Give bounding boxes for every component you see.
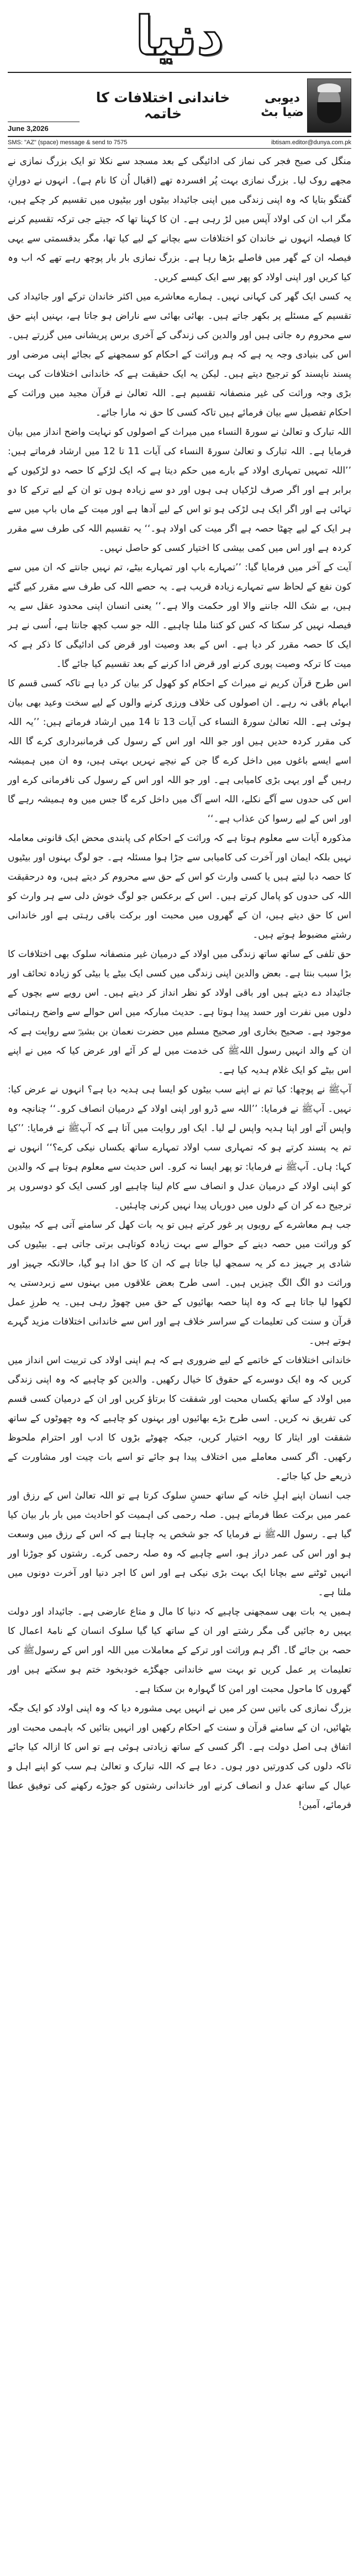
column-name — [261, 91, 304, 120]
article-paragraph: ہمیں یہ بات بھی سمجھنی چاہیے کہ دنیا کا مال و متاع عارضی ہے۔ جائیداد اور دولت یہیں رہ جائیں گی مگر رشتے اور ان کے ساتھ کیا گیا سلوک انسان کے نامۂ اعمال کا حصہ بن جائے گا۔ اگر ہم وراثت اور ترکے کے معاملات میں اللہ اور اس کے رسولﷺ کی تعلیمات پر عمل کریں تو بہت سے خاندانی جھگڑے خودبخود ختم ہو سکتے ہیں اور گھروں کا ماحول محبت اور امن کا گہوارہ بن سکتا ہے۔ — [8, 1606, 351, 1695]
author-beard-shape — [317, 102, 341, 123]
column-name-line2: ضیا بٹ — [261, 106, 304, 119]
article-paragraph: جب ہم معاشرے کے رویوں پر غور کرتے ہیں تو یہ بات کھل کر سامنے آتی ہے کہ بیٹیوں کو وراثت میں حصہ دینے کے حوالے سے بہت زیادہ کوتاہی برتی جاتی ہے۔ بیٹیوں کی شادی پر جہیز دے کر یہ سمجھ لیا جاتا ہے کہ ان کا حق ادا ہو گیا، حالانکہ جہیز اور وراثت دو الگ الگ چیزیں ہیں۔ اسی طرح بعض علاقوں میں بہنوں سے زبردستی یہ لکھوا لیا جاتا ہے کہ وہ اپنا حصہ بھائیوں کے حق میں چھوڑ رہی ہیں۔ یہ طرزِ عمل قرآن و سنت کی تعلیمات کے سراسر خلاف ہے اور اس سے خاندانی اختلافات مزید گہرے ہوتے ہیں۔ — [8, 1219, 351, 1347]
masthead — [8, 0, 351, 73]
publish-date: June 3,2026 — [8, 122, 80, 133]
author-cap-shape — [318, 83, 341, 92]
article-paragraph: اس طرح قرآن کریم نے میراث کے احکام کو کھول کر بیان کر دیا ہے تاکہ کسی قسم کا ابہام باقی نہ رہے۔ ان اصولوں کی خلاف ورزی کرنے والوں کے لیے سخت وعید بھی بیان ہوئی ہے۔ اللہ تعالیٰ سورۃ النساء کی آیات 13 تا 14 میں ارشاد فرماتے ہیں: ’’یہ اللہ کی مقرر کردہ حدیں ہیں اور جو اللہ اور اس کے رسول کی فرمانبرداری کرے گا اللہ اسے ایسے باغوں میں داخل کرے گا جن کے نیچے نہریں بہتی ہیں، وہ ان میں ہمیشہ رہیں گے اور یہی بڑی کامیابی ہے۔ اور جو اللہ اور اس کے رسول کی نافرمانی کرے اور اس کی حدوں سے آگے نکلے، اللہ اسے آگ میں داخل کرے گا جس میں وہ ہمیشہ رہے گا اور اس کے لیے رسوا کن عذاب ہے۔‘‘ — [8, 678, 351, 824]
contact-line — [8, 137, 351, 149]
newspaper-logo: دنیا — [135, 5, 224, 67]
header-left — [8, 75, 80, 136]
article-paragraph: اللہ تبارک و تعالیٰ نے سورۃ النساء میں میراث کے اصولوں کو نہایت واضح انداز میں بیان فرمایا ہے۔ اللہ تبارک و تعالیٰ سورۃ النساء کی آیات 11 تا 12 میں ارشاد فرماتے ہیں: ’’اللہ تمہیں تمہاری اولاد کے بارے میں حکم دیتا ہے کہ ایک لڑکے کا حصہ دو لڑکیوں کے برابر ہے اور اگر صرف لڑکیاں ہی ہوں اور دو سے زیادہ ہوں تو ان کے لیے ترکے کا دو تہائی ہے اور اگر ایک ہی لڑکی ہو تو اس کے لیے آدھا ہے اور میت کے ماں باپ میں سے ہر ایک کے لیے چھٹا حصہ ہے اگر میت کی اولاد ہو۔‘‘ یہ تقسیم اللہ کی طرف سے مقرر کردہ ہے اور اس میں کمی بیشی کا اختیار کسی کو حاصل نہیں۔ — [8, 427, 352, 554]
header-center — [80, 75, 246, 136]
column-header — [8, 75, 351, 137]
article-paragraph: یہ کسی ایک گھر کی کہانی نہیں۔ ہمارے معاشرے میں اکثر خاندان ترکے اور جائیداد کی تقسیم کے مسئلے پر بکھر جاتے ہیں۔ بھائی بھائی سے ناراض ہو جاتا ہے، بہنیں اپنے حق سے محروم رہ جاتی ہیں اور والدین کی زندگی کے آخری برس پریشانی میں گزرتے ہیں۔ اس کی بنیادی وجہ یہ ہے کہ ہم وراثت کے احکام کو سمجھنے کے بجائے اپنی مرضی اور پسند ناپسند کو ترجیح دیتے ہیں۔ لیکن یہ ایک حقیقت ہے کہ خاندانی اختلافات کی بہت بڑی وجہ وراثت کی غیر منصفانہ تقسیم ہے۔ اللہ تعالیٰ نے قرآن مجید میں وراثت کے احکام تفصیل سے بیان فرمائے ہیں تاکہ کسی کا حق نہ مارا جائے۔ — [8, 291, 351, 418]
author-photo — [307, 78, 351, 133]
sms-info: SMS: "AZ" (space) message & send to 7575 — [8, 139, 128, 146]
article-paragraph: بزرگ نمازی کی باتیں سن کر میں نے انہیں یہی مشورہ دیا کہ وہ اپنی اولاد کو ایک جگہ بٹھائیں، ان کے سامنے قرآن و سنت کے احکام رکھیں اور انہیں بتائیں کہ باہمی محبت اور اتفاق ہی اصل دولت ہے۔ اگر کسی کے ساتھ زیادتی ہوئی ہے تو اس کا ازالہ کیا جائے تاکہ دلوں کی کدورتیں دور ہوں۔ دعا ہے کہ اللہ تبارک و تعالیٰ ہم سب کو اپنے اہل و عیال کے ساتھ عدل و انصاف کرنے اور خاندانی رشتوں کو جوڑے رکھنے کی توفیق عطا فرمائے، آمین! — [8, 1703, 351, 1811]
column-name-line1: دیوبی — [265, 91, 300, 105]
article-headline: خاندانی اختلافات کا خاتمہ — [96, 90, 230, 122]
article-paragraph: خاندانی اختلافات کے خاتمے کے لیے ضروری ہے کہ ہم اپنی اولاد کی تربیت اس انداز میں کریں کہ وہ ایک دوسرے کے حقوق کا خیال رکھیں۔ والدین کو چاہیے کہ وہ اپنی زندگی میں اولاد کے ساتھ یکساں محبت اور شفقت کا برتاؤ کریں اور ان کے درمیان کسی قسم کی تفریق نہ کریں۔ اسی طرح بڑے بھائیوں اور بہنوں کو چاہیے کہ وہ چھوٹوں کے ساتھ شفقت اور ایثار کا رویہ اختیار کریں، جبکہ چھوٹے بڑوں کا ادب اور احترام ملحوظ رکھیں۔ اگر کسی معاملے میں اختلاف پیدا ہو جائے تو اسے بات چیت اور مشاورت کے ذریعے حل کیا جائے۔ — [8, 1355, 351, 1482]
article-paragraph: آپﷺ نے پوچھا: کیا تم نے اپنے سب بیٹوں کو ایسا ہی ہدیہ دیا ہے؟ انہوں نے عرض کیا: نہیں۔ آپﷺ نے فرمایا: ’’اللہ سے ڈرو اور اپنی اولاد کے درمیان انصاف کرو۔‘‘ چنانچہ وہ واپس آئے اور اپنا ہدیہ واپس لے لیا۔ ایک اور روایت میں آتا ہے کہ آپﷺ نے فرمایا: ’’کیا تم یہ پسند کرتے ہو کہ تمہاری سب اولاد تمہارے ساتھ یکساں نیکی کرے؟‘‘ انہوں نے کہا: ہاں۔ آپﷺ نے فرمایا: تو پھر ایسا نہ کرو۔ اس حدیث سے معلوم ہوتا ہے کہ والدین کو اپنی اولاد کے درمیان عدل و انصاف سے کام لینا چاہیے اور کسی ایک کو دوسروں پر ترجیح دے کر ان کے دلوں میں دوریاں پیدا نہیں کرنی چاہئیں۔ — [8, 1084, 351, 1211]
article-paragraph: حق تلفی کے ساتھ ساتھ زندگی میں اولاد کے درمیان غیر منصفانہ سلوک بھی اختلافات کا بڑا سبب بنتا ہے۔ بعض والدین اپنی زندگی میں کسی ایک بیٹے یا بیٹی کو زیادہ تحائف اور جائیداد دے دیتے ہیں اور باقی اولاد کو نظر انداز کر دیتے ہیں۔ اس رویے سے بچوں کے دلوں میں نفرت اور حسد پیدا ہوتا ہے۔ حدیث مبارکہ میں اس حوالے سے واضح رہنمائی موجود ہے۔ صحیح بخاری اور صحیح مسلم میں حضرت نعمان بن بشیرؓ سے روایت ہے کہ ان کے والد انہیں رسول اللہﷺ کی خدمت میں لے کر آئے اور عرض کیا کہ میں نے اپنے اس بیٹے کو ایک غلام ہدیہ کیا ہے۔ — [8, 949, 351, 1076]
header-right — [246, 75, 351, 136]
article-paragraph: مذکورہ آیات سے معلوم ہوتا ہے کہ وراثت کے احکام کی پابندی محض ایک قانونی معاملہ نہیں بلکہ ایمان اور آخرت کی کامیابی سے جڑا ہوا مسئلہ ہے۔ جو لوگ بہنوں اور بیٹیوں کا حصہ دبا لیتے ہیں یا کسی وارث کو اس کے حق سے محروم کر دیتے ہیں، وہ درحقیقت اللہ کی حدوں کو پامال کرتے ہیں۔ اس کے برعکس جو لوگ خوش دلی سے ہر وارث کو اس کا حق دیتے ہیں، ان کے گھروں میں محبت اور برکت باقی رہتی ہے اور خاندانی رشتے مضبوط ہوتے ہیں۔ — [8, 833, 351, 940]
article-body — [8, 149, 351, 1815]
article-paragraph: جب انسان اپنے اہلِ خانہ کے ساتھ حسنِ سلوک کرتا ہے تو اللہ تعالیٰ اس کے رزق اور عمر میں برکت عطا فرماتے ہیں۔ صلہ رحمی کی اہمیت کو احادیث میں بار بار بیان کیا گیا ہے۔ رسول اللہﷺ نے فرمایا کہ جو شخص یہ چاہتا ہے کہ اس کے رزق میں وسعت ہو اور اس کی عمر دراز ہو، اسے چاہیے کہ وہ صلہ رحمی کرے۔ رشتوں کو جوڑنا اور انہیں ٹوٹنے سے بچانا ایک بہت بڑی نیکی ہے اور اس کا اجر دنیا اور آخرت دونوں میں ملتا ہے۔ — [8, 1490, 351, 1598]
email-address[interactable]: ibtisam.editor@dunya.com.pk — [271, 139, 351, 146]
article-paragraph: منگل کی صبح فجر کی نماز کی ادائیگی کے بعد مسجد سے نکلا تو ایک بزرگ نمازی نے مجھے روک لیا۔ بزرگ نمازی بہت پُر افسردہ تھے (اقبال اُن کا نام ہے)۔ انہوں نے دورانِ گفتگو بتایا کہ وہ اپنی زندگی میں اپنی جائیداد بیٹوں اور بیٹیوں میں تقسیم کر چکے ہیں، مگر اب ان کی اولاد آپس میں لڑ رہی ہے۔ ان کا کہنا تھا کہ جیتے جی ترکہ تقسیم کرنے کا فیصلہ انہوں نے خاندان کو اختلافات سے بچانے کے لیے کیا تھا، مگر بدقسمتی سے یہی فیصلہ ان کے گھر میں فاصلے بڑھا رہا ہے۔ بزرگ نمازی بار بار پوچھ رہے تھے کہ اب وہ کیا کریں اور اپنی اولاد کو پھر سے ایک کیسے کریں۔ — [8, 156, 351, 283]
article-paragraph: آیت کے آخر میں فرمایا گیا: ’’تمہارے باپ اور تمہارے بیٹے، تم نہیں جانتے کہ ان میں سے کون نفع کے لحاظ سے تمہارے زیادہ قریب ہے۔ یہ حصے اللہ کی طرف سے مقرر کیے گئے ہیں، بے شک اللہ جاننے والا اور حکمت والا ہے۔‘‘ یعنی انسان اپنی محدود عقل سے یہ فیصلہ نہیں کر سکتا کہ کس کو کتنا ملنا چاہیے۔ اللہ جو سب کچھ جانتا ہے، اُسی نے ہر ایک کا حصہ مقرر کر دیا ہے۔ اس کے بعد وصیت اور قرض کی ادائیگی کا ذکر ہے کہ میت کا ترکہ وصیت پوری کرنے اور قرض ادا کرنے کے بعد تقسیم کیا جائے گا۔ — [8, 562, 351, 670]
